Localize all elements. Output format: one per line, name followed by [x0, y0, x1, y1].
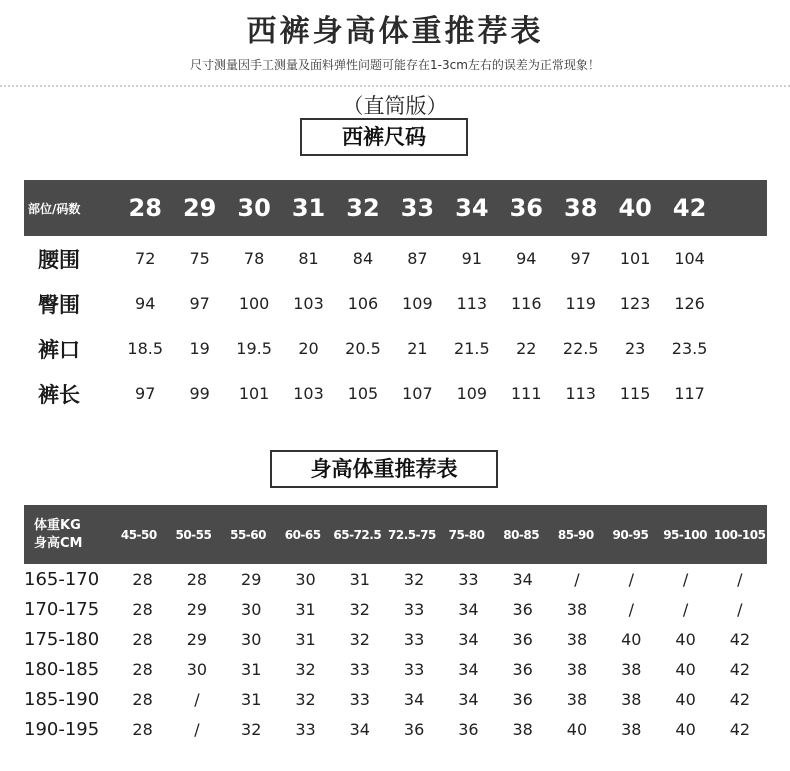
size-table-cell: 19.5 [236, 339, 272, 358]
recommended-size-cell: 42 [729, 719, 751, 739]
recommended-size-cell: 32 [349, 629, 370, 649]
recommended-size-cell: 28 [132, 659, 153, 679]
recommended-size-cell: 32 [403, 569, 425, 589]
weight-range-header: 45-50 [120, 527, 157, 542]
recommended-size-cell: 34 [458, 599, 479, 619]
weight-range-header: 85-90 [557, 527, 594, 542]
size-table-cell: 23.5 [671, 339, 708, 358]
size-table-cell: 116 [511, 294, 542, 313]
size-table-cell: 81 [298, 249, 319, 268]
weight-range-header: 80-85 [503, 527, 540, 542]
size-table-cell: 94 [516, 249, 537, 268]
recommended-size-cell: 40 [675, 689, 696, 709]
size-table-cell: 111 [511, 384, 542, 403]
size-table-cell: 103 [293, 384, 324, 403]
size-header-cell: 29 [182, 194, 217, 222]
weight-range-header: 55-60 [230, 527, 266, 542]
size-table-cell: 22 [516, 339, 537, 358]
recommended-size-cell: 38 [621, 719, 642, 739]
recommended-size-cell: 28 [132, 569, 153, 589]
recommend-table-row [24, 684, 767, 714]
size-table-cell: 97 [189, 294, 210, 313]
size-table-heading: 西裤尺码 [300, 118, 468, 156]
height-axis-label: 身高CM [34, 535, 83, 551]
size-table-cell: 20.5 [345, 339, 381, 358]
size-table-cell: 94 [135, 294, 156, 313]
recommended-size-cell: / [737, 599, 743, 619]
recommend-table-heading: 身高体重推荐表 [270, 450, 498, 488]
size-table-cell: 87 [407, 249, 428, 268]
size-table-cell: 91 [461, 249, 483, 268]
size-table-cell: 75 [189, 249, 210, 268]
recommended-size-cell: 29 [186, 599, 208, 619]
size-table-cell: 105 [347, 384, 379, 403]
recommended-size-cell: 31 [241, 659, 262, 679]
recommended-size-cell: 31 [295, 629, 316, 649]
recommended-size-cell: 32 [349, 599, 370, 619]
weight-range-header: 60-65 [284, 527, 321, 542]
recommended-size-cell: 42 [729, 659, 751, 679]
recommended-size-cell: 38 [566, 599, 588, 619]
size-table-cell: 97 [570, 249, 591, 268]
recommended-size-cell: 33 [403, 599, 425, 619]
recommended-size-cell: / [682, 599, 689, 619]
size-table-cell: 101 [238, 384, 270, 403]
size-table-corner-label: 部位/码数 [28, 201, 81, 216]
size-header-cell: 40 [618, 194, 652, 222]
recommended-size-cell: 28 [132, 719, 153, 739]
height-range-label: 180-185 [24, 658, 100, 680]
recommend-table-header [24, 505, 767, 564]
recommended-size-cell: 29 [241, 569, 262, 589]
recommended-size-cell: 28 [132, 599, 153, 619]
weight-range-header: 65-72.5 [333, 527, 382, 542]
size-table-cell: 21 [407, 339, 428, 358]
size-header-cell: 32 [346, 194, 380, 222]
recommended-size-cell: 40 [566, 719, 588, 739]
recommended-size-cell: 29 [186, 629, 208, 649]
recommended-size-cell: 34 [458, 689, 479, 709]
recommend-table-row [24, 654, 767, 684]
fit-style-label: （直筒版） [342, 94, 448, 118]
recommended-size-cell: 36 [458, 719, 479, 739]
recommended-size-cell: 32 [295, 689, 316, 709]
size-header-cell: 38 [564, 194, 598, 222]
recommended-size-cell: 36 [512, 659, 533, 679]
recommended-size-cell: / [737, 569, 743, 589]
size-table-cell: 72 [135, 249, 156, 268]
recommended-size-cell: 32 [295, 659, 316, 679]
size-table-row [24, 326, 767, 371]
measurement-label: 臀围 [38, 292, 80, 317]
recommended-size-cell: 38 [512, 719, 533, 739]
size-table-cell: 100 [238, 294, 270, 313]
measurement-label: 裤长 [38, 382, 80, 407]
weight-range-header: 95-100 [663, 527, 707, 542]
size-table-cell: 104 [674, 249, 705, 268]
recommended-size-cell: 33 [458, 569, 479, 589]
recommended-size-cell: 34 [403, 689, 425, 709]
recommended-size-cell: 28 [132, 629, 153, 649]
recommended-size-cell: 36 [512, 629, 533, 649]
size-table-cell: 18.5 [127, 339, 164, 358]
size-table-cell: 123 [619, 294, 651, 313]
recommended-size-cell: 40 [675, 629, 696, 649]
measurement-note: 尺寸测量因手工测量及面料弹性问题可能存在1-3cm左右的误差为正常现象！ [190, 58, 600, 72]
weight-range-header: 72.5-75 [388, 527, 436, 542]
recommended-size-cell: 31 [241, 689, 262, 709]
recommended-size-cell: 30 [241, 629, 262, 649]
size-table-cell: 106 [347, 294, 379, 313]
size-table-cell: 126 [674, 294, 705, 313]
weight-range-header: 75-80 [448, 527, 485, 542]
size-table-cell: 21.5 [454, 339, 490, 358]
recommended-size-cell: 38 [621, 659, 642, 679]
height-range-label: 170-175 [24, 598, 100, 620]
recommended-size-cell: 38 [566, 689, 588, 709]
size-table-cell: 107 [402, 384, 433, 403]
recommended-size-cell: / [574, 569, 580, 589]
size-table-cell: 78 [243, 249, 265, 268]
size-table-cell: 97 [135, 384, 156, 403]
recommend-table [24, 505, 767, 744]
recommended-size-cell: / [628, 569, 634, 589]
height-range-label: 190-195 [24, 718, 100, 740]
recommended-size-cell: 36 [512, 689, 533, 709]
size-table-cell: 119 [565, 294, 596, 313]
recommend-table-row [24, 714, 767, 744]
size-header-cell: 34 [455, 194, 489, 222]
size-header-cell: 33 [400, 194, 435, 222]
size-table-cell: 113 [565, 384, 596, 403]
recommended-size-cell: 42 [729, 629, 751, 649]
recommended-size-cell: 32 [241, 719, 262, 739]
recommended-size-cell: 38 [621, 689, 642, 709]
recommend-table-row [24, 624, 767, 654]
recommended-size-cell: / [682, 569, 689, 589]
weight-range-header: 100-105 [713, 527, 766, 542]
recommended-size-cell: 33 [403, 659, 425, 679]
recommended-size-cell: 40 [621, 629, 642, 649]
recommended-size-cell: 33 [403, 629, 425, 649]
recommended-size-cell: 34 [458, 659, 479, 679]
recommended-size-cell: 33 [295, 719, 316, 739]
weight-range-header: 90-95 [612, 527, 649, 542]
size-table-cell: 20 [298, 339, 319, 358]
size-table-cell: 109 [456, 384, 488, 403]
recommend-table-corner-label [24, 517, 112, 553]
recommended-size-cell: / [194, 689, 200, 709]
recommended-size-cell: / [194, 719, 200, 739]
size-table-cell: 101 [619, 249, 651, 268]
recommended-size-cell: 34 [458, 629, 479, 649]
recommended-size-cell: 30 [186, 659, 208, 679]
height-range-label: 165-170 [24, 568, 100, 590]
size-table-cell: 19 [189, 339, 210, 358]
height-range-label: 175-180 [24, 628, 100, 650]
recommended-size-cell: 30 [241, 599, 262, 619]
height-range-label: 185-190 [24, 688, 100, 710]
measurement-label: 腰围 [38, 247, 80, 272]
recommended-size-cell: 38 [566, 659, 588, 679]
size-table-cell: 22.5 [562, 339, 599, 358]
size-header-cell: 30 [237, 194, 271, 222]
size-table-cell: 23 [624, 339, 646, 358]
size-header-cell: 36 [509, 194, 543, 222]
recommended-size-cell: 31 [295, 599, 316, 619]
dotted-divider [0, 85, 790, 87]
size-header-cell: 31 [291, 194, 326, 222]
recommended-size-cell: / [628, 599, 634, 619]
size-table-cell: 84 [352, 249, 374, 268]
size-table-cell: 109 [402, 294, 433, 313]
recommended-size-cell: 36 [512, 599, 533, 619]
recommended-size-cell: 30 [295, 569, 316, 589]
size-table-cell: 103 [293, 294, 324, 313]
size-table [24, 180, 767, 416]
recommended-size-cell: 42 [729, 689, 751, 709]
size-table-cell: 117 [674, 384, 705, 403]
weight-range-header: 50-55 [175, 527, 212, 542]
recommended-size-cell: 31 [349, 569, 370, 589]
recommended-size-cell: 33 [349, 659, 370, 679]
recommended-size-cell: 34 [349, 719, 370, 739]
recommend-table-row [24, 594, 767, 624]
page-title: 西裤身高体重推荐表 [246, 14, 544, 49]
recommended-size-cell: 28 [186, 569, 208, 589]
recommend-table-row [24, 564, 767, 594]
recommended-size-cell: 38 [566, 629, 588, 649]
recommended-size-cell: 33 [349, 689, 370, 709]
size-header-cell: 28 [128, 194, 162, 222]
recommended-size-cell: 28 [132, 689, 153, 709]
size-table-header [24, 180, 767, 236]
recommended-size-cell: 34 [512, 569, 533, 589]
size-table-cell: 113 [456, 294, 488, 313]
size-table-cell: 115 [619, 384, 651, 403]
measurement-label: 裤口 [38, 337, 80, 362]
size-table-row [24, 236, 767, 281]
recommended-size-cell: 36 [403, 719, 425, 739]
size-header-cell: 42 [672, 194, 707, 222]
recommended-size-cell: 40 [675, 719, 696, 739]
size-table-cell: 99 [189, 384, 210, 403]
size-table-row [24, 371, 767, 416]
weight-axis-label: 体重KG [34, 517, 81, 533]
recommended-size-cell: 40 [675, 659, 696, 679]
size-table-row [24, 281, 767, 326]
